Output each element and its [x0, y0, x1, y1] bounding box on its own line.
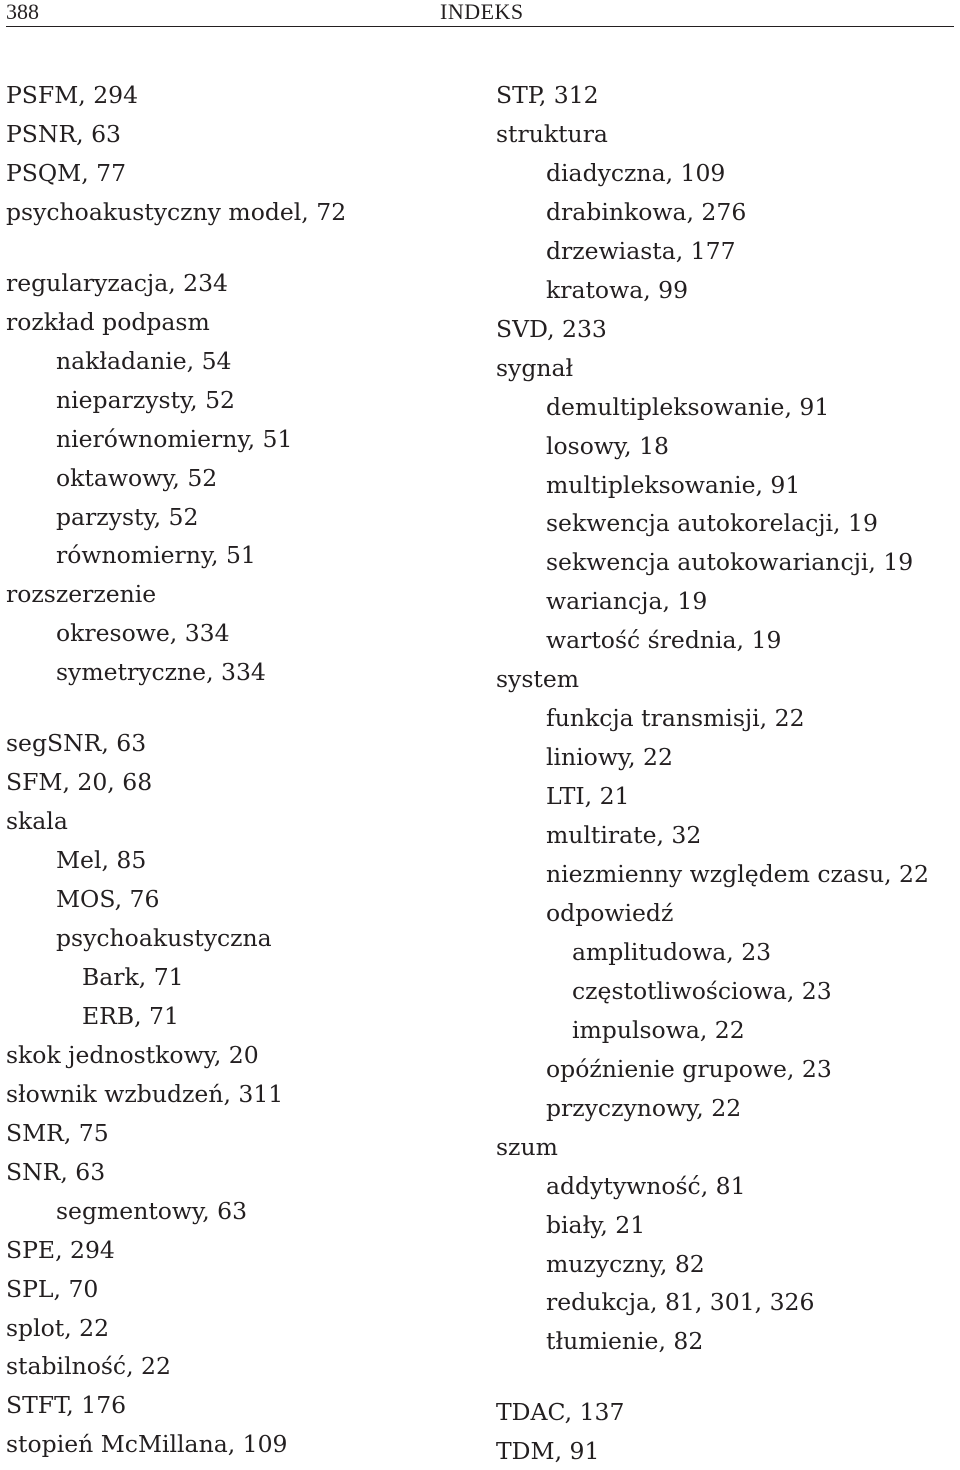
- index-subentry: parzysty, 52: [56, 502, 199, 531]
- index-subentry: częstotliwościowa, 23: [572, 976, 832, 1005]
- index-subentry: Bark, 71: [82, 962, 184, 991]
- index-entry: stopień McMillana, 109: [6, 1430, 288, 1459]
- running-title: INDEKS: [440, 0, 524, 24]
- index-subentry: nieparzysty, 52: [56, 385, 236, 414]
- index-entry: struktura: [496, 119, 608, 148]
- index-entry: system: [496, 665, 580, 694]
- index-subentry: tłumienie, 82: [546, 1327, 704, 1356]
- index-subentry: symetryczne, 334: [56, 658, 266, 687]
- index-entry: SNR, 63: [6, 1157, 106, 1186]
- index-entry: PSQM, 77: [6, 158, 127, 187]
- index-entry: regularyzacja, 234: [6, 268, 228, 297]
- index-entry: STP, 312: [496, 81, 599, 109]
- index-entry: TDM, 91: [496, 1437, 600, 1466]
- index-entry: rozszerzenie: [6, 580, 157, 609]
- index-subentry: psychoakustyczna: [56, 924, 272, 952]
- index-subentry: demultipleksowanie, 91: [546, 392, 830, 421]
- index-entry: SPE, 294: [6, 1235, 115, 1264]
- index-entry: splot, 22: [6, 1313, 110, 1342]
- index-subentry: sekwencja autokowariancji, 19: [546, 548, 914, 577]
- index-entry: SVD, 233: [496, 314, 607, 343]
- index-entry: skala: [6, 807, 68, 836]
- index-subentry: przyczynowy, 22: [546, 1093, 742, 1122]
- index-entry: stabilność, 22: [6, 1352, 171, 1381]
- index-entry: PSNR, 63: [6, 119, 122, 148]
- page-header: [6, 0, 954, 27]
- index-subentry: odpowiedź: [546, 898, 674, 927]
- index-entry: SMR, 75: [6, 1118, 109, 1147]
- index-subentry: równomierny, 51: [56, 541, 256, 570]
- index-subentry: oktawowy, 52: [56, 463, 218, 492]
- index-entry: szum: [496, 1132, 558, 1161]
- index-entry: sygnał: [496, 353, 574, 382]
- index-entry: SPL, 70: [6, 1274, 99, 1303]
- index-subentry: MOS, 76: [56, 885, 160, 914]
- index-subentry: nierównomierny, 51: [56, 424, 293, 453]
- index-subentry: losowy, 18: [546, 431, 669, 460]
- index-entry: PSFM, 294: [6, 81, 139, 109]
- index-subentry: opóźnienie grupowe, 23: [546, 1054, 832, 1083]
- index-entry: słownik wzbudzeń, 311: [6, 1079, 284, 1108]
- index-subentry: drabinkowa, 276: [546, 197, 747, 226]
- index-subentry: addytywność, 81: [546, 1171, 746, 1200]
- index-subentry: drzewiasta, 177: [546, 236, 736, 265]
- index-subentry: wariancja, 19: [546, 587, 708, 616]
- index-subentry: amplitudowa, 23: [572, 937, 772, 966]
- index-subentry: multirate, 32: [546, 821, 702, 850]
- index-subentry: funkcja transmisji, 22: [546, 704, 805, 733]
- index-subentry: muzyczny, 82: [546, 1249, 705, 1278]
- index-subentry: impulsowa, 22: [572, 1015, 745, 1044]
- index-entry: STFT, 176: [6, 1391, 127, 1420]
- index-subentry: wartość średnia, 19: [546, 626, 782, 655]
- index-entry: SFM, 20, 68: [6, 768, 153, 797]
- index-subentry: kratowa, 99: [546, 275, 689, 304]
- index-subentry: sekwencja autokorelacji, 19: [546, 509, 878, 538]
- index-entry: skok jednostkowy, 20: [6, 1040, 259, 1069]
- index-subentry: Mel, 85: [56, 846, 147, 875]
- index-entry: psychoakustyczny model, 72: [6, 197, 347, 226]
- index-entry: segSNR, 63: [6, 729, 147, 758]
- page-number: 388: [6, 0, 39, 24]
- index-entry: rozkład podpasm: [6, 307, 210, 336]
- index-subentry: niezmienny względem czasu, 22: [546, 860, 929, 888]
- index-subentry: diadyczna, 109: [546, 158, 726, 187]
- index-subentry: segmentowy, 63: [56, 1196, 248, 1225]
- index-subentry: ERB, 71: [82, 1001, 179, 1030]
- index-subentry: redukcja, 81, 301, 326: [546, 1288, 815, 1317]
- index-subentry: liniowy, 22: [546, 743, 673, 772]
- index-subentry: biały, 21: [546, 1210, 646, 1239]
- index-subentry: multipleksowanie, 91: [546, 470, 801, 499]
- index-subentry: okresowe, 334: [56, 619, 230, 648]
- index-subentry: nakładanie, 54: [56, 346, 232, 375]
- index-entry: TDAC, 137: [496, 1398, 625, 1427]
- index-subentry: LTI, 21: [546, 782, 630, 811]
